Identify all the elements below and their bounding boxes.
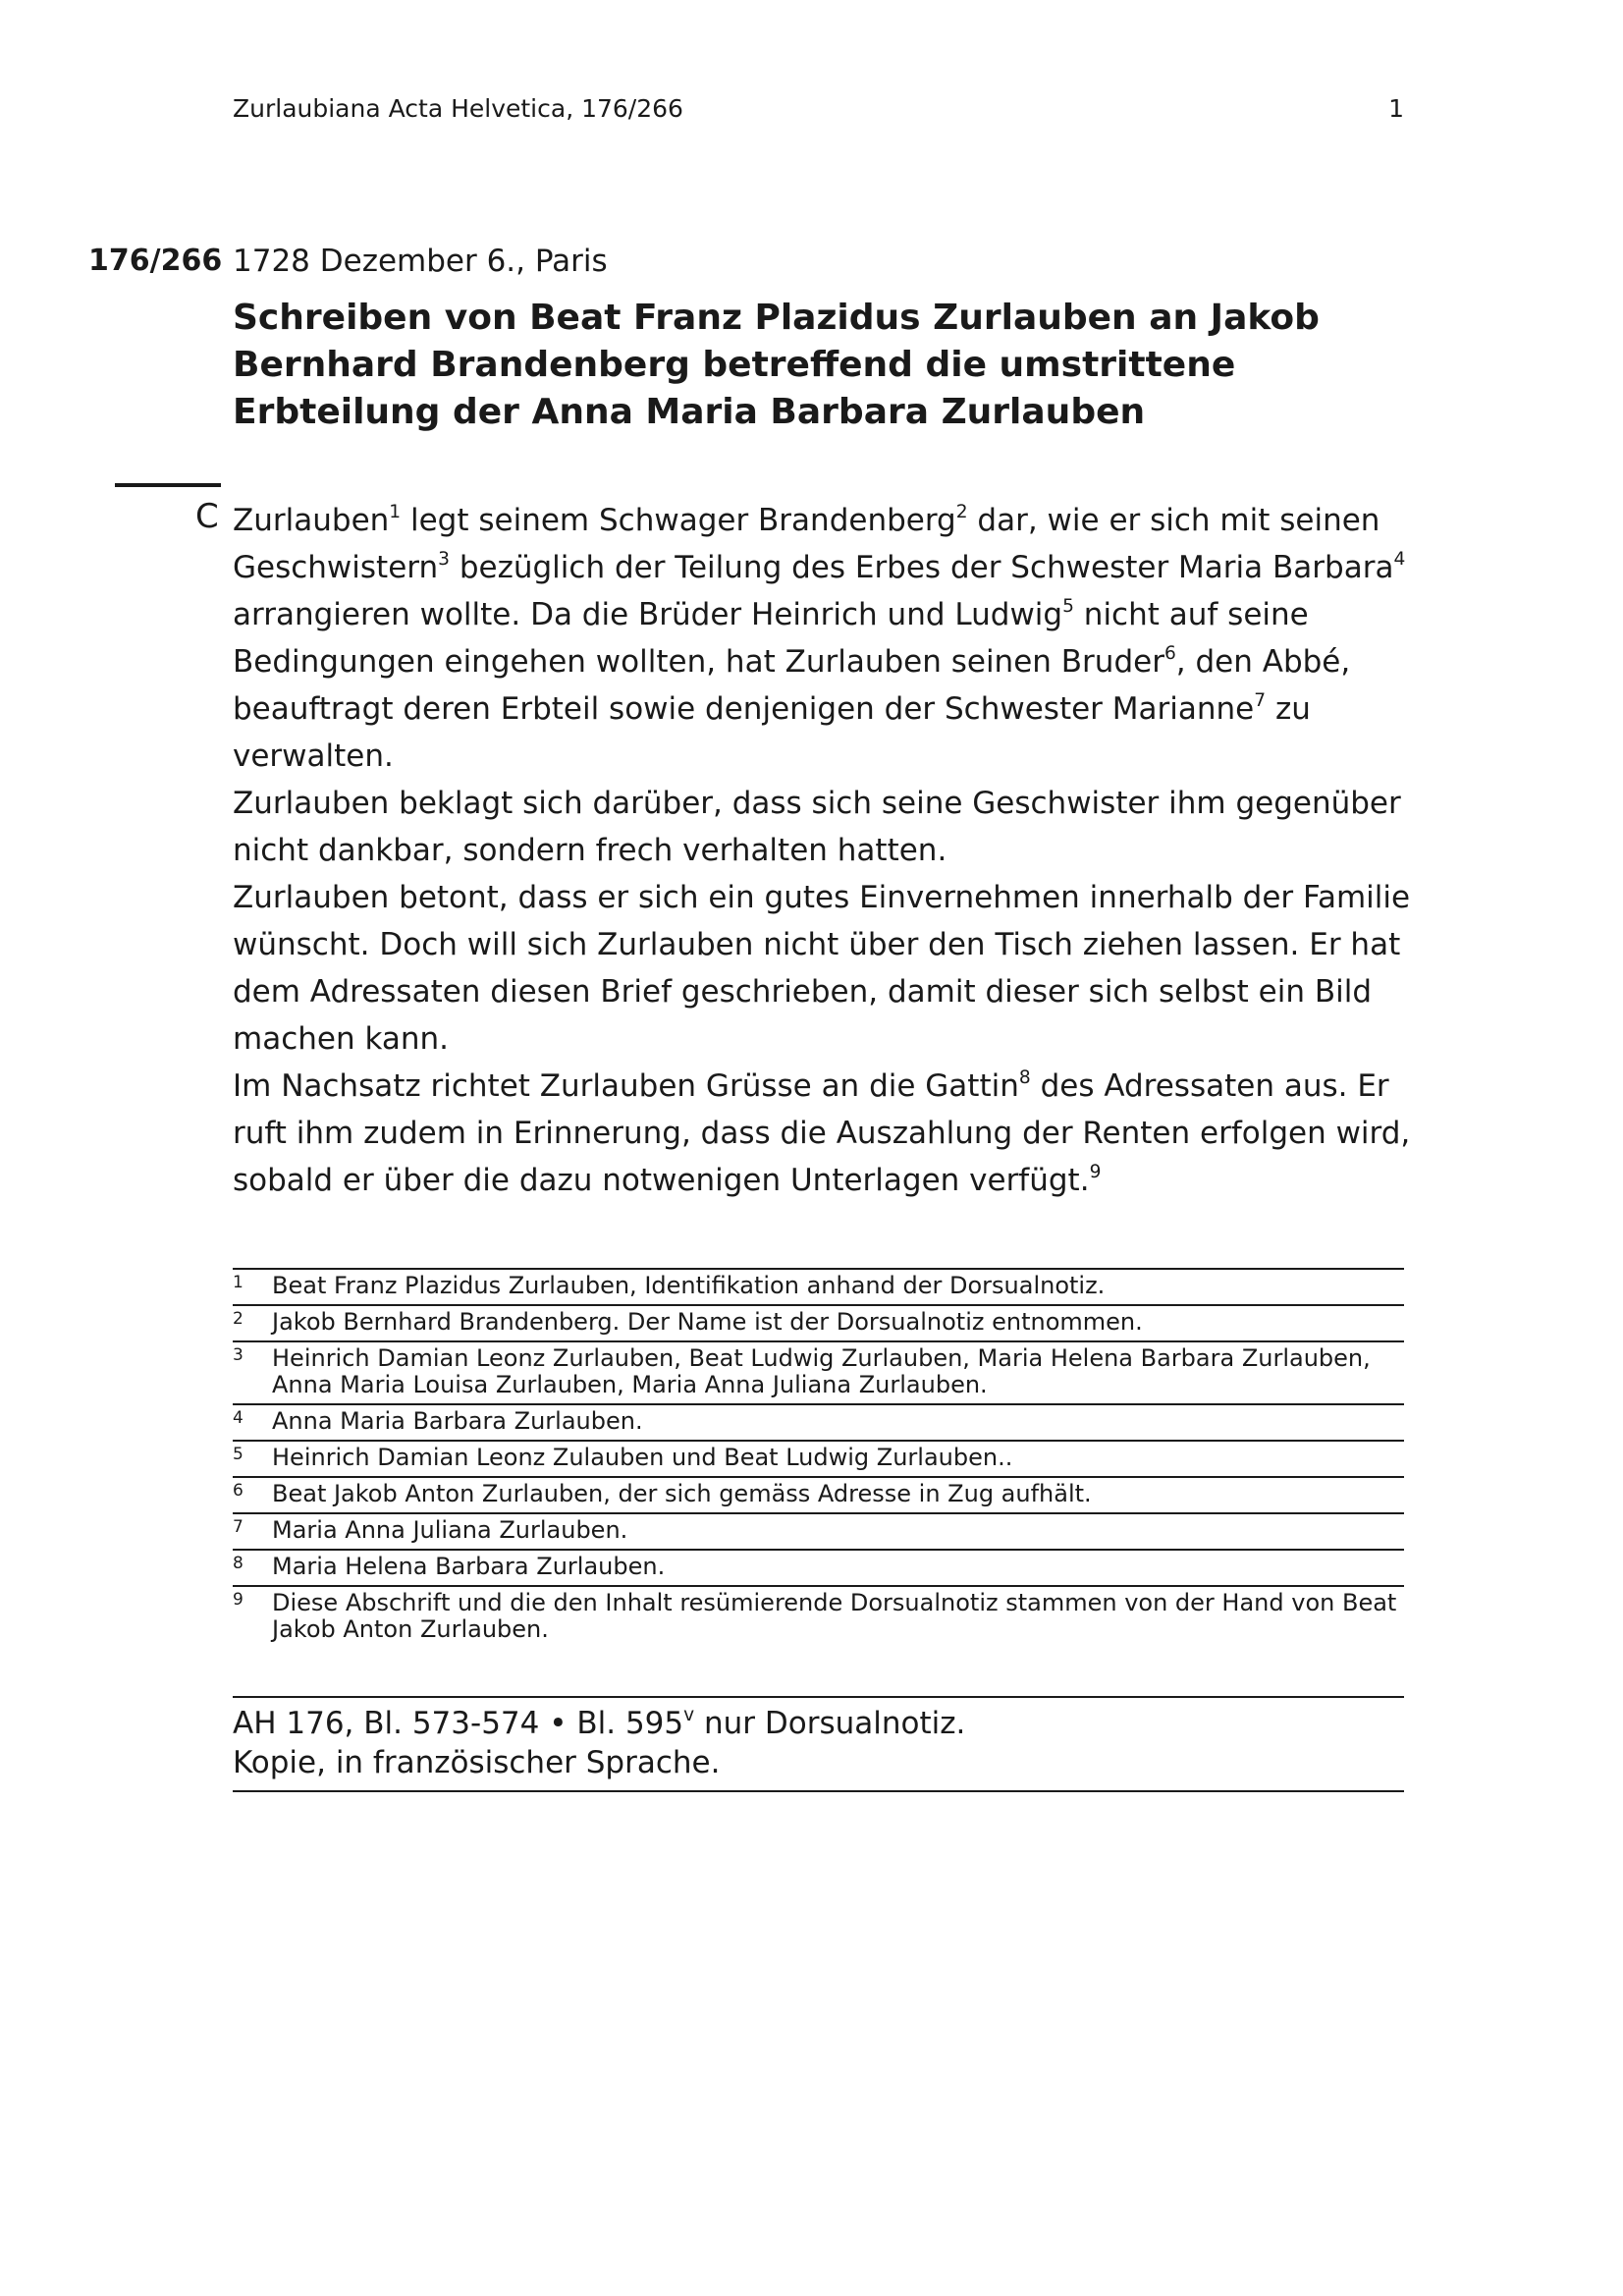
- summary-text: arrangieren wollte. Da die Brüder Heinrich und Ludwig: [233, 597, 1063, 632]
- footnote: [233, 1549, 1404, 1585]
- footnote-text: Beat Franz Plazidus Zurlauben, Identifikation anhand der Dorsualnotiz.: [272, 1272, 1106, 1299]
- footnote-text: Beat Jakob Anton Zurlauben, der sich gemäss Adresse in Zug aufhält.: [272, 1480, 1092, 1507]
- summary-text: Zurlauben: [233, 503, 390, 538]
- footnote-ref: 9: [1089, 1161, 1102, 1182]
- summary-text: nicht auf seine Bedingungen eingehen wollten, hat Zurlauben seinen Bruder: [233, 597, 1309, 680]
- summary-text: zu verwalten.: [233, 691, 1311, 774]
- footnote-text: Diese Abschrift und die den Inhalt resümierende Dorsualnotiz stammen von der Hand von Beat Jakob Anton Zurlauben.: [272, 1589, 1397, 1643]
- footnote-ref: 1: [389, 501, 402, 522]
- summary: [233, 497, 1426, 1204]
- footnote: [233, 1476, 1404, 1512]
- verso-mark: v: [683, 1704, 695, 1725]
- footnote-text: Anna Maria Barbara Zurlauben.: [272, 1407, 643, 1435]
- footnote-text: Heinrich Damian Leonz Zulauben und Beat Ludwig Zurlauben..: [272, 1444, 1013, 1471]
- source-note: nur Dorsualnotiz.: [694, 1706, 966, 1741]
- footnote: [233, 1340, 1404, 1403]
- footnote: [233, 1403, 1404, 1440]
- summary-text: dar, wie er sich mit seinen Geschwistern: [233, 503, 1380, 585]
- footnote-number: 3: [233, 1345, 243, 1365]
- summary-paragraph: [233, 497, 1426, 780]
- summary-paragraph: Zurlauben betont, dass er sich ein gutes Einvernehmen innerhalb der Familie wünscht. Doch will sich Zurlauben nicht über den Tisch ziehen lassen. Er hat dem Adressaten diesen Brief geschrieben, damit dieser sich selbst ein Bild machen kann.: [233, 880, 1411, 1057]
- footnote: [233, 1440, 1404, 1476]
- source-folio: AH 176, Bl. 573-574 • Bl. 595: [233, 1706, 684, 1741]
- summary-paragraph: [233, 1063, 1426, 1204]
- footnote-number: 2: [233, 1309, 243, 1329]
- footnote: [233, 1268, 1404, 1304]
- running-header: [233, 94, 1404, 123]
- margin-rule: [115, 483, 221, 487]
- source-line: Kopie, in französischer Sprache.: [233, 1745, 721, 1780]
- footnotes: [233, 1268, 1404, 1648]
- footnote-text: Maria Helena Barbara Zurlauben.: [272, 1553, 666, 1580]
- footnote-number: 1: [233, 1273, 243, 1292]
- footnote-text: Jakob Bernhard Brandenberg. Der Name ist der Dorsualnotiz entnommen.: [272, 1308, 1143, 1336]
- source-reference: [233, 1696, 1404, 1792]
- document-id: 176/266: [88, 244, 223, 278]
- footnote-number: 4: [233, 1408, 243, 1428]
- footnote-ref: 2: [955, 501, 968, 522]
- running-title: Zurlaubiana Acta Helvetica, 176/266: [233, 94, 683, 123]
- footnote-number: 5: [233, 1445, 243, 1464]
- footnote-ref: 3: [438, 548, 450, 570]
- summary-paragraph: Zurlauben beklagt sich darüber, dass sich seine Geschwister ihm gegenüber nicht dankbar, sondern frech verhalten hatten.: [233, 786, 1401, 868]
- footnote-number: 8: [233, 1554, 243, 1573]
- footnote-text: Maria Anna Juliana Zurlauben.: [272, 1516, 628, 1544]
- footnote-number: 6: [233, 1481, 243, 1501]
- summary-text: legt seinem Schwager Brandenberg: [401, 503, 956, 538]
- footnote-text: Heinrich Damian Leonz Zurlauben, Beat Ludwig Zurlauben, Maria Helena Barbara Zurlauben, Anna Maria Louisa Zurlauben, Maria Anna Juliana Zurlauben.: [272, 1344, 1371, 1398]
- summary-text: des Adressaten aus. Er ruft ihm zudem in Erinnerung, dass die Auszahlung der Renten erfolgen wird, sobald er über die dazu notwenigen Unterlagen verfügt.: [233, 1068, 1411, 1198]
- summary-text: , den Abbé, beauftragt deren Erbteil sowie denjenigen der Schwester Marianne: [233, 644, 1351, 727]
- footnote-number: 7: [233, 1517, 243, 1537]
- footnote-ref: 4: [1393, 548, 1406, 570]
- summary-text: bezüglich der Teilung des Erbes der Schwester Maria Barbara: [449, 550, 1394, 585]
- document-title: Schreiben von Beat Franz Plazidus Zurlauben an Jakob Bernhard Brandenberg betreffend die umstrittene Erbteilung der Anna Maria Barbara Zurlauben: [233, 298, 1320, 432]
- document-date-place: 1728 Dezember 6., Paris: [233, 244, 608, 279]
- footnote-ref: 8: [1018, 1066, 1031, 1088]
- summary-text: Im Nachsatz richtet Zurlauben Grüsse an die Gattin: [233, 1068, 1019, 1104]
- footnote: [233, 1512, 1404, 1549]
- footnote-ref: 5: [1062, 595, 1074, 617]
- footnote-number: 9: [233, 1590, 243, 1610]
- footnote: [233, 1585, 1404, 1648]
- source-sigil: C: [195, 497, 219, 536]
- footnote-ref: 6: [1163, 642, 1176, 664]
- page-number: 1: [1388, 94, 1404, 123]
- footnote-ref: 7: [1254, 689, 1267, 711]
- footnote: [233, 1304, 1404, 1340]
- source-line: [233, 1704, 1404, 1743]
